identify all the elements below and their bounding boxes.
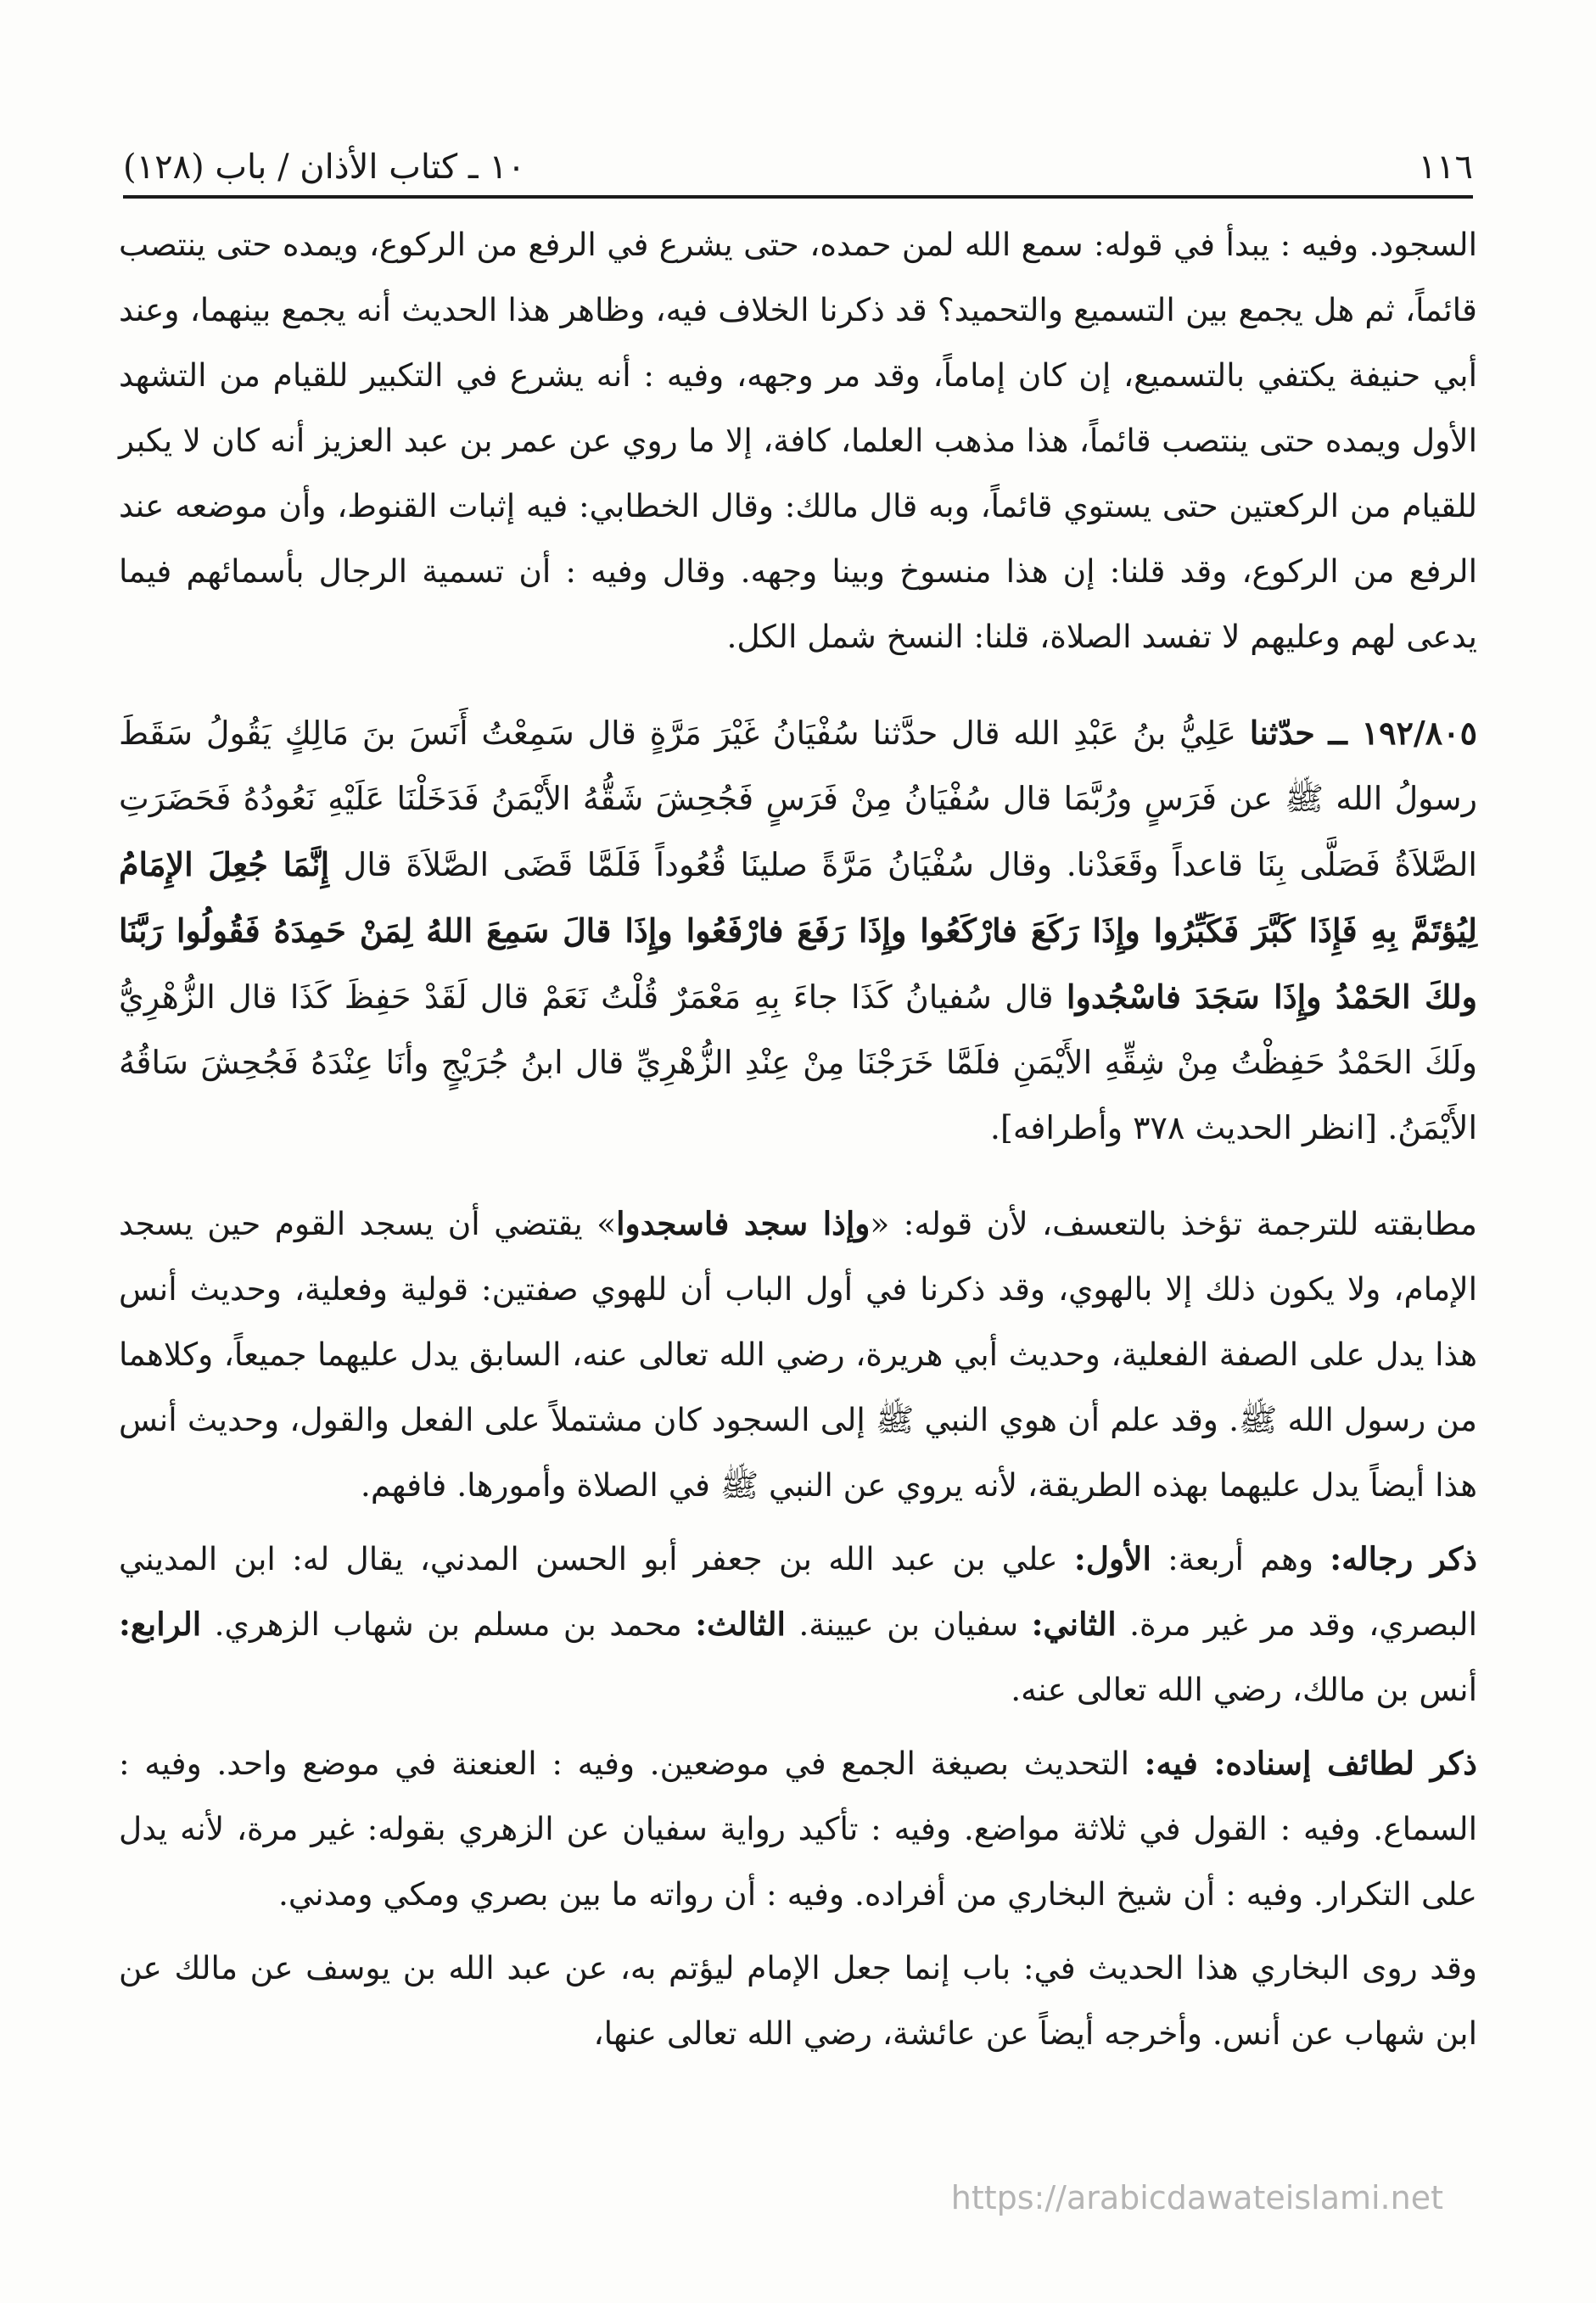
section-heading: ذكر لطائف إسناده:: [1213, 1745, 1477, 1782]
running-title: ١٠ ـ كتاب الأذان / باب (١٢٨): [123, 148, 526, 187]
ordinal-label: الرابع:: [119, 1605, 202, 1643]
hadith-continuation: قال سُفيانُ كَذَا جاءَ بِهِ مَعْمَرٌ قُلْتُ نَعَمْ قال لَقَدْ حَفِظَ كَذَا قال الزُّهْرِيُّ ولَكَ الحَمْدُ حَفِظْتُ مِنْ شِقِّهِ الأَيْمَنِ فلَمَّا خَرَجْنَا مِنْ عِنْدِ الزُّهْرِيِّ قال ابنُ جُرَيْجٍ وأنَا عِنْدَهُ فَجُحِشَ سَاقُهُ الأَيْمَنُ.: [119, 978, 1477, 1146]
hadith-matn: إِنَّمَا جُعِلَ الإِمَامُ لِيُؤتَمَّ بِهِ فَإِذَا كَبَّرَ فَكَبِّرُوا وإِذَا رَكَعَ فارْكَعُوا وإِذَا رَفَعَ فارْفَعُوا وإِذَا قالَ سَمِعَ اللهُ لِمَنْ حَمِدَهُ فَقُولُوا رَبَّنَا ولكَ الحَمْدُ وإِذَا سَجَدَ فاسْجُدوا: [119, 845, 1477, 1016]
para-lead: مطابقته للترجمة تؤخذ بالتعسف، لأن قوله: «: [870, 1205, 1478, 1242]
page-header: [123, 110, 1473, 199]
quoted-phrase: وإذا سجد فاسجدوا: [616, 1205, 871, 1242]
paragraph-gap: [119, 1161, 1477, 1191]
section-heading: ذكر رجاله:: [1330, 1540, 1478, 1577]
page-body: [119, 212, 1477, 2066]
ordinal-label: الثالث:: [695, 1605, 786, 1643]
paragraph-gap: [119, 1927, 1477, 1936]
paragraph-gap: [119, 1723, 1477, 1731]
watermark-url: https://arabicdawateislami.net: [950, 2179, 1443, 2216]
hadith-number: ١٩٢/٨٠٥ ــ: [1328, 714, 1477, 752]
commentary-paragraph: وقد روى البخاري هذا الحديث في: باب إنما جعل الإمام ليؤتم به، عن عبد الله بن يوسف عن مالك عن ابن شهاب عن أنس. وأخرجه أيضاً عن عائشة، رضي الله تعالى عنها،: [119, 1949, 1477, 2052]
ordinal-label: الأول:: [1073, 1540, 1151, 1577]
para-text: علي بن عبد الله بن جعفر أبو الحسن المدني، يقال له: ابن المديني البصري، وقد مر غير مرة.: [119, 1540, 1478, 1643]
page-number: ١١٦: [1418, 148, 1473, 187]
para-text: محمد بن مسلم بن شهاب الزهري.: [201, 1605, 696, 1643]
hadith-chain: عَلِيُّ بنُ عَبْدِ الله قال حدَّثنا سُفْيَانُ غَيْرَ مَرَّةٍ قال سَمِعْتُ أَنَسَ بنَ مَالِكٍ يَقُولُ سَقَطَ رسولُ الله ﷺ عن فَرَسٍ ورُبَّمَا قال سُفْيَانُ مِنْ فَرَسٍ فَجُحِشَ شَقُّهُ الأَيْمَنُ فَدَخَلْنَا عَلَيْهِ نَعُودُهُ فَحَضَرَتِ الصَّلاَةُ فَصَلَّى بِنَا قاعداً وقَعَدْنا. وقال سُفْيَانُ مَرَّةً صلينَا قُعُوداً فَلَمَّا قَضَى الصَّلاَةَ قال: [119, 714, 1477, 883]
para-text: التحديث بصيغة الجمع في موضعين. وفيه : العنعنة في موضع واحد. وفيه : السماع. وفيه : القول في ثلاثة مواضع. وفيه : تأكيد رواية سفيان عن الزهري بقوله: غير مرة، لأنه يدل على التكرار. وفيه : أن شيخ البخاري من أفراده. وفيه : أن رواته ما بين بصري ومكي ومدني.: [119, 1745, 1477, 1913]
commentary-paragraph: السجود. وفيه : يبدأ في قوله: سمع الله لمن حمده، حتى يشرع في الرفع من الركوع، ويمده حتى ينتصب قائماً، ثم هل يجمع بين التسميع والتحميد؟ قد ذكرنا الخلاف فيه، وظاهر هذا الحديث أنه يجمع بينهما، وعند أبي حنيفة يكتفي بالتسميع، إن كان إماماً، وقد مر وجهه، وفيه : أنه يشرع في التكبير للقيام من التشهد الأول ويمده حتى ينتصب قائماً، هذا مذهب العلما، كافة، إلا ما روي عن عمر بن عبد العزيز أنه كان لا يكبر للقيام من الركعتين حتى يستوي قائماً، وبه قال مالك: وقال الخطابي: فيه إثبات القنوط، وأن موضعه عند الرفع من الركوع، وقد قلنا: إن هذا منسوخ وبينا وجهه. وقال وفيه : أن تسمية الرجال بأسمائهم فيما يدعى لهم وعليهم لا تفسد الصلاة، قلنا: النسخ شمل الكل.: [119, 226, 1477, 655]
isnad-paragraph: [119, 1731, 1477, 1927]
hadith-reference: [انظر الحديث ٣٧٨ وأطرافه].: [989, 1109, 1378, 1146]
para-text: سفيان بن عيينة.: [785, 1605, 1032, 1643]
narrators-paragraph: [119, 1527, 1477, 1723]
paragraph-gap: [119, 670, 1477, 700]
para-body: » يقتضي أن يسجد القوم حين يسجد الإمام، ولا يكون ذلك إلا بالهوي، وقد ذكرنا في أول الباب أن للهوي صفتين: قولية وفعلية، وحديث أنس هذا يدل على الصفة الفعلية، وحديث أبي هريرة، رضي الله تعالى عنه، السابق يدل عليهما جميعاً، وكلاهما من رسول الله ﷺ. وقد علم أن هوي النبي ﷺ إلى السجود كان مشتملاً على الفعل والقول، وحديث أنس هذا أيضاً يدل عليهما بهذه الطريقة، لأنه يروي عن النبي ﷺ في الصلاة وأمورها. فافهم.: [119, 1205, 1477, 1504]
hadith-text: [119, 700, 1477, 1161]
ordinal-label: الثاني:: [1031, 1605, 1117, 1643]
paragraph-gap: [119, 1518, 1477, 1527]
inline-label: فيه:: [1144, 1745, 1214, 1782]
commentary-paragraph: [119, 1191, 1477, 1518]
para-text: أنس بن مالك، رضي الله تعالى عنه.: [1011, 1671, 1477, 1708]
hadith-haddathana: حدّثنا: [1249, 714, 1315, 752]
para-text: وهم أربعة:: [1151, 1540, 1330, 1577]
